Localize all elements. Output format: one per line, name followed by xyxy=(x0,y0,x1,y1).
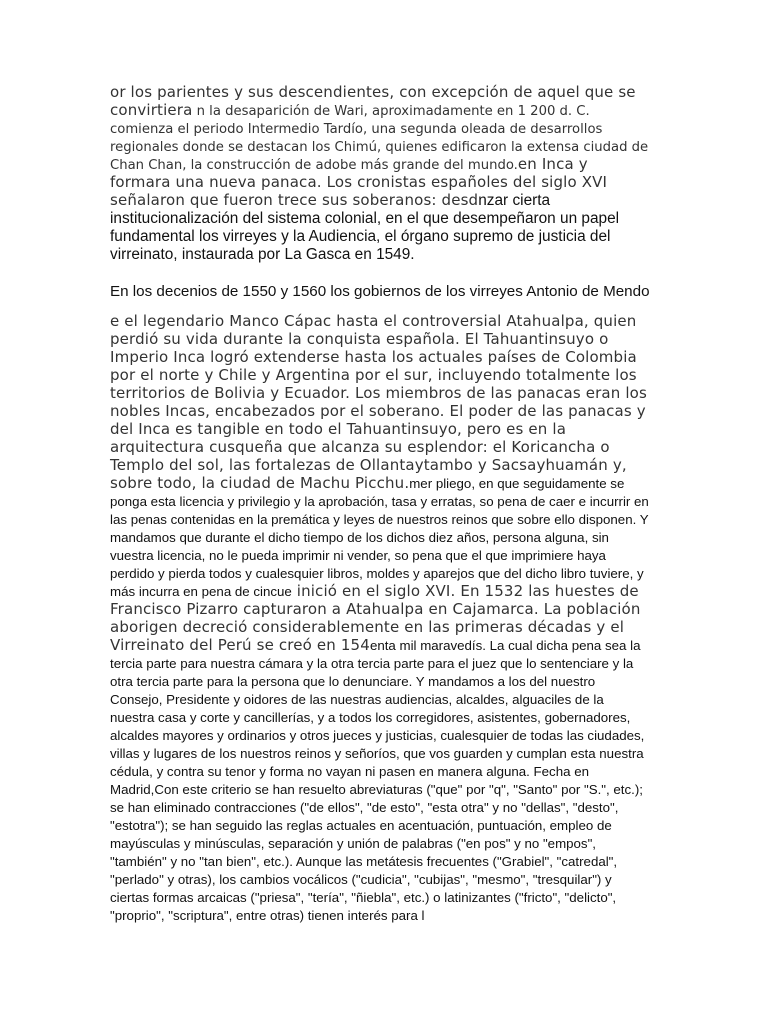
text-segment: or los parientes y sus descendientes, con excepción de aquel que se convirtiera xyxy=(110,83,636,119)
paragraph-1 xyxy=(110,84,650,264)
text-segment: n la desaparición de Wari, aproximadamente en 1 200 d. C. comienza el periodo Intermedio Tardío, una segunda oleada de desarrollos regionales donde se destacan los Chimú, quienes edificaron la extensa ciudad de Chan Chan, la construcción de adobe más grande del mundo. xyxy=(110,104,649,173)
text-segment: mer pliego, en que seguidamente se ponga esta licencia y privilegio y la aprobación, tasa y erratas, so pena de caer e incurrir en las penas contenidas en la premática y leyes de nuestros reinos que sobre ello disponen. Y mandamos que durante el dicho tiempo de los dichos diez años, persona alguna, sin vuestra licencia, no le pueda imprimir ni vender, so pena que el que imprimiere haya perdido y pierda todos y cualesquier libros, moldes y aparejos que del dicho libro tuviere, y más incurra en pena de cincue xyxy=(110,476,649,599)
paragraph-3 xyxy=(110,313,650,925)
text-segment: enta mil maravedís. La cual dicha pena sea la tercia parte para nuestra cámara y la otra tercia parte para el juez que lo sentenciare y la otra tercia parte para la persona que lo denunciare. Y mandamos a los del nuestro Consejo, Presidente y oidores de las nuestras audiencias, alcaldes, alguaciles de la nuestra casa y corte y cancillerías, y a todos los corregidores, asistentes, gobernadores, alcaldes mayores y ordinarios y otros jueces y justicias, cualesquier de todas las ciudades, villas y lugares de los nuestros reinos y señoríos, que vos guarden y cumplan esta nuestra cédula, y contra su tenor y forma no vayan ni pasen en manera alguna. Fecha en Madrid,Con este criterio se han resuelto abreviaturas ("que" por "q", "Santo" por "S.", etc.); se han eliminado contracciones ("de ellos", "de esto", "esta otra" y no "dellas", "desto", "estotra"); se han seguido las reglas actuales en acentuación, puntuación, empleo de mayúsculas y minúsculas, separación y unión de palabras ("en pos" y no "empos", "también" y no "tan bien", etc.). Aunque las metátesis frecuentes ("Grabiel", "catredal", "perlado" y otras), los cambios vocálicos ("cudicia", "cubijas", "mesmo", "tresquilar") y ciertas formas arcaicas ("priesa", "tería", "ñiebla", etc.) o latinizantes ("fricto", "delicto", "proprio", "scriptura", entre otras) tienen interés para l xyxy=(110,638,645,923)
paragraph-2: En los decenios de 1550 y 1560 los gobiernos de los virreyes Antonio de Mendo xyxy=(110,283,650,300)
document-page xyxy=(110,84,650,925)
text-segment: en Inca y formara una nueva panaca. Los cronistas españoles del siglo XVI señalaron que fueron trece sus soberanos: desd xyxy=(110,155,608,209)
text-segment: inició en el siglo XVI. En 1532 las huestes de Francisco Pizarro capturaron a Atahualpa en Cajamarca. La población aborigen decreció considerablemente en las primeras décadas y el Virreinato del Perú se creó en 154 xyxy=(110,582,641,654)
text-segment: nzar cierta institucionalización del sistema colonial, en el que desempeñaron un papel fundamental los virreyes y la Audiencia, el órgano supremo de justicia del virreinato, instaurada por La Gasca en 1549. xyxy=(110,192,620,263)
text-segment: e el legendario Manco Cápac hasta el controversial Atahualpa, quien perdió su vida durante la conquista española. El Tahuantinsuyo o Imperio Inca logró extenderse hasta los actuales países de Colombia por el norte y Chile y Argentina por el sur, incluyendo totalmente los territorios de Bolivia y Ecuador. Los miembros de las panacas eran los nobles Incas, encabezados por el soberano. El poder de las panacas y del Inca es tangible en todo el Tahuantinsuyo, pero es en la arquitectura cusqueña que alcanza su esplendor: el Koricancha o Templo del sol, las fortalezas de Ollantaytambo y Sacsayhuamán y, sobre todo, la ciudad de Machu Picchu. xyxy=(110,312,647,492)
